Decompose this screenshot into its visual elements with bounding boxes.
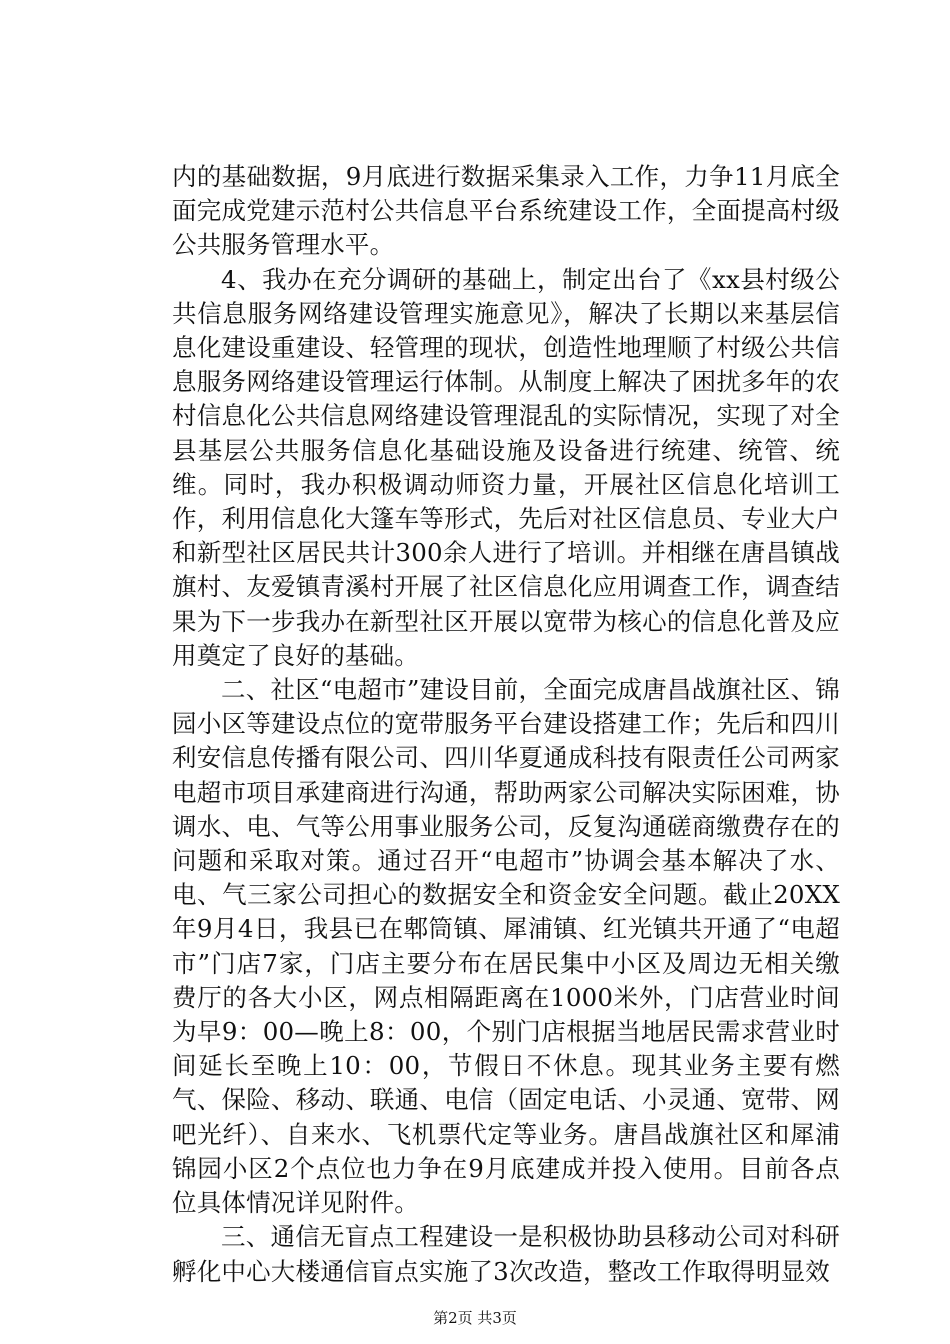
paragraph-section-3: 三、通信无盲点工程建设一是积极协助县移动公司对科研孵化中心大楼通信盲点实施了3次改造，整改工作取得明显效 [172, 1222, 840, 1286]
page-footer: 第2页 共3页 [433, 1309, 517, 1327]
document-body [172, 160, 840, 1289]
paragraph-section-2: 二、社区“电超市”建设目前，全面完成唐昌战旗社区、锦园小区等建设点位的宽带服务平台建设搭建工作；先后和四川利安信息传播有限公司、四川华夏通成科技有限责任公司两家电超市项目承建商进行沟通，帮助两家公司解决实际困难，协调水、电、气等公用事业服务公司，反复沟通磋商缴费存在的问题和采取对策。通过召开“电超市”协调会基本解决了水、电、气三家公司担心的数据安全和资金安全问题。截止20XX年9月4日，我县已在郫筒镇、犀浦镇、红光镇共开通了“电超市”门店7家，门店主要分布在居民集中小区及周边无相关缴费厅的各大小区，网点相隔距离在1000米外，门店营业时间为早9：00—晚上8：00，个别门店根据当地居民需求营业时间延长至晚上10：00，节假日不休息。现其业务主要有燃气、保险、移动、联通、电信（固定电话、小灵通、宽带、网吧光纤）、自来水、飞机票代定等业务。唐昌战旗社区和犀浦锦园小区2个点位也力争在9月底建成并投入使用。目前各点位具体情况详见附件。 [172, 675, 840, 1218]
paragraph-item-4: 4、我办在充分调研的基础上，制定出台了《xx县村级公共信息服务网络建设管理实施意见》，解决了长期以来基层信息化建设重建设、轻管理的现状，创造性地理顺了村级公共信息服务网络建设管理运行体制。从制度上解决了困扰多年的农村信息化公共信息网络建设管理混乱的实际情况，实现了对全县基层公共服务信息化基础设施及设备进行统建、统管、统维。同时，我办积极调动师资力量，开展社区信息化培训工作，利用信息化大篷车等形式，先后对社区信息员、专业大户和新型社区居民共计300余人进行了培训。并相继在唐昌镇战旗村、友爱镇青溪村开展了社区信息化应用调查工作，调查结果为下一步我办在新型社区开展以宽带为核心的信息化普及应用奠定了良好的基础。 [172, 264, 840, 670]
paragraph-continuation: 内的基础数据，9月底进行数据采集录入工作，力争11月底全面完成党建示范村公共信息平台系统建设工作，全面提高村级公共服务管理水平。 [172, 162, 840, 260]
